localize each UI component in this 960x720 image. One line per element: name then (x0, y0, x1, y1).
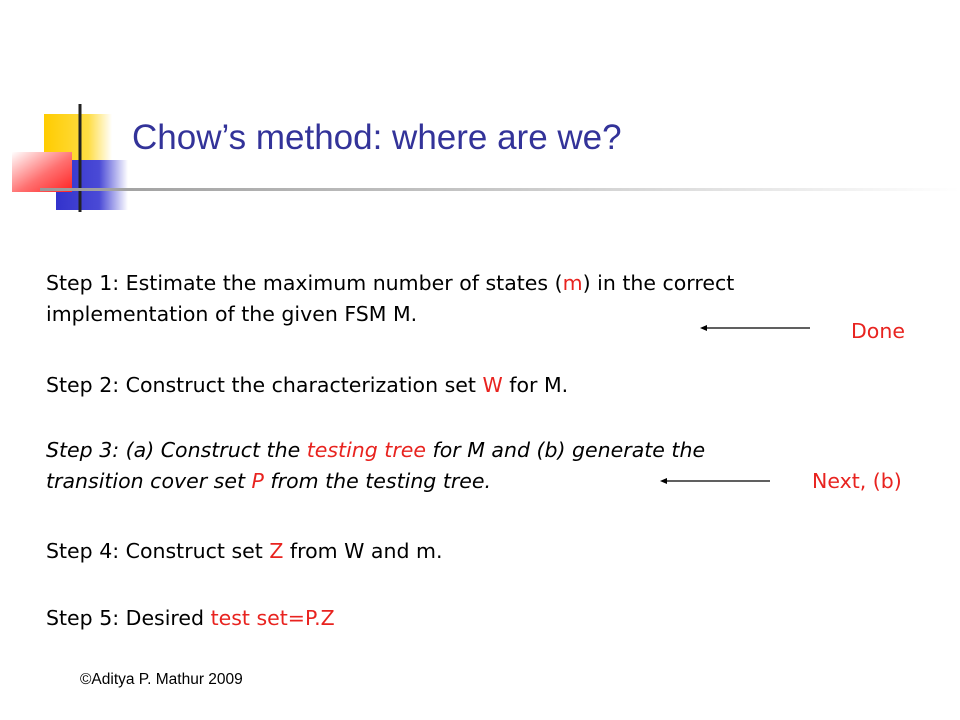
horizontal-rule (40, 188, 960, 191)
done-arrow (698, 322, 818, 334)
step-4: Step 4: Construct set Z from W and m. (46, 539, 443, 563)
red-block (12, 152, 72, 192)
slide-title: Chow’s method: where are we? (132, 118, 622, 157)
next-label: Next, (b) (812, 469, 902, 493)
step-1 (46, 268, 734, 330)
step-3 (46, 435, 705, 497)
highlight-p: P (251, 469, 264, 493)
step-3-line-1: Step 3: (a) Construct the testing tree for M and (b) generate the (46, 438, 706, 462)
highlight-w: W (482, 373, 503, 397)
done-label: Done (851, 319, 905, 343)
step-5: Step 5: Desired test set=P.Z (46, 606, 335, 630)
highlight-m: m (562, 271, 583, 295)
step-1-line-1: Step 1: Estimate the maximum number of states (m) in the correct (46, 271, 735, 295)
highlight-z: Z (269, 539, 284, 563)
highlight-test-set: test set=P.Z (210, 606, 335, 630)
footer-copyright: ©Aditya P. Mathur 2009 (80, 671, 243, 688)
next-arrow (658, 475, 778, 487)
step-1-line-2: implementation of the given FSM M. (46, 302, 418, 326)
highlight-testing-tree: testing tree (306, 438, 426, 462)
title-decoration (0, 0, 960, 220)
step-3-line-2: transition cover set P from the testing tree. (46, 469, 492, 493)
step-2: Step 2: Construct the characterization set W for M. (46, 373, 569, 397)
